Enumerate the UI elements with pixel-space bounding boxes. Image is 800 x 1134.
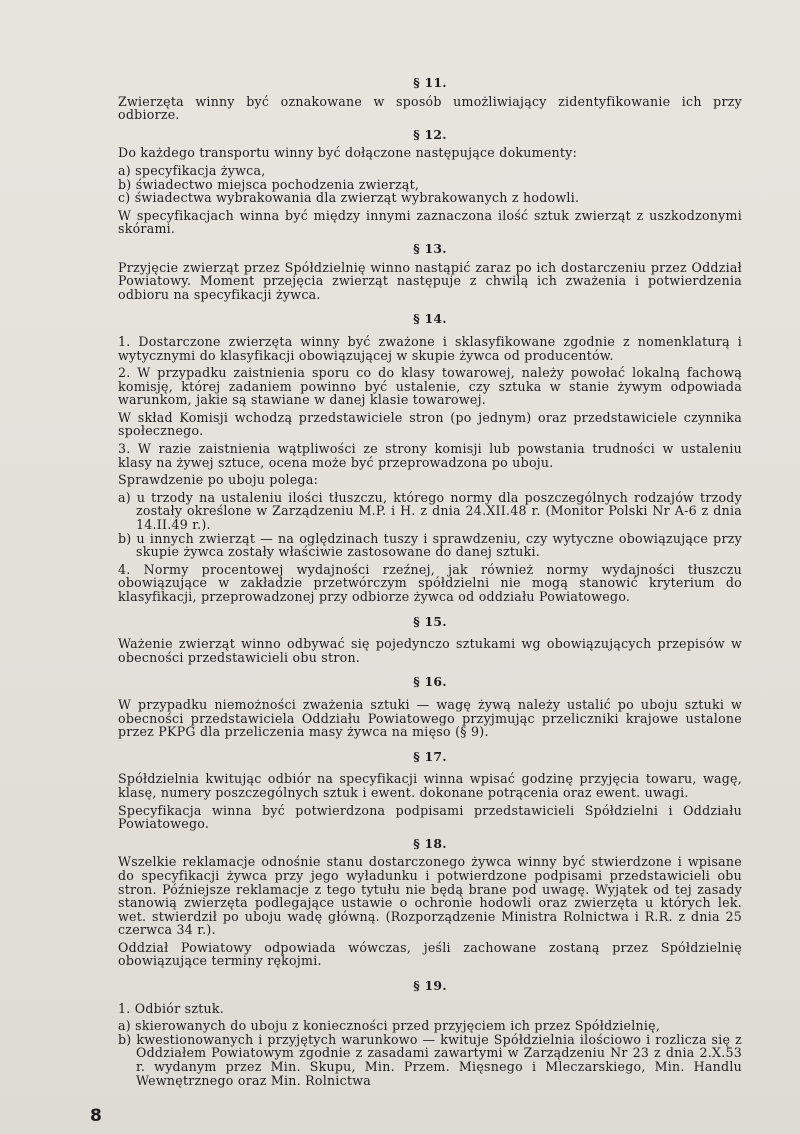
section-heading: § 18.	[413, 835, 447, 851]
document-body	[118, 70, 742, 1091]
paragraph: Wszelkie reklamacje odnośnie stanu dostarczonego żywca winny być stwierdzone i wpisane do specyfikacji żywca przy jego wyładunku i potwierdzone podpisami przedstawicieli obu stron. Późniejsze reklamacje z tego tytułu nie będą brane pod uwagę. Wyjątek od tej zasady stanowią zwierzęta podlegające ustawie o ochronie hodowli oraz zwierzęta u których lek. wet. stwierdził po uboju wadę główną. (Rozporządzenie Ministra Rolnictwa i R.R. z dnia 25 czerwca 34 r.).	[118, 854, 742, 938]
section-heading: § 12.	[413, 126, 447, 142]
section-heading: § 16.	[413, 674, 447, 690]
list-item: b) świadectwo miejsca pochodzenia zwierząt,	[118, 176, 420, 192]
paragraph: Do każdego transportu winny być dołączone następujące dokumenty:	[118, 145, 578, 161]
list-item: b) kwestionowanych i przyjętych warunkowo — kwituje Spółdzielnia ilościowo i rozlicza się z Oddziałem Powiatowym zgodnie z zasadami zawartymi w Zarządzeniu Nr 23 z dnia 2.X.53 r. wydanym przez Min. Skupu, Min. Przem. Mięsnego i Mleczarskiego, Min. Handlu Wewnętrznego oraz Min. Rolnictwa	[118, 1031, 742, 1088]
paragraph: W skład Komisji wchodzą przedstawiciele stron (po jednym) oraz przedstawiciele czynnika społecznego.	[118, 409, 742, 439]
section-heading: § 19.	[413, 978, 447, 994]
item-list	[118, 1019, 742, 1087]
list-item: b) u innych zwierząt — na oględzinach tuszy i sprawdzeniu, czy wytyczne obowiązujące przy skupie żywca zostały właściwie zastosowane do danej sztuki.	[118, 530, 742, 560]
paragraph: 1. Odbiór sztuk.	[118, 1000, 225, 1016]
paragraph: 2. W przypadku zaistnienia sporu co do klasy towarowej, należy powołać lokalną fachową komisję, której zadaniem powinno być ustalenie, czy sztuka w stanie żywym odpowiada warunkom, jakie są stawiane w danej klasie towarowej.	[118, 365, 742, 408]
section-heading: § 11.	[413, 75, 447, 90]
paragraph: Sprawdzenie po uboju polega:	[118, 472, 319, 488]
item-list	[118, 491, 742, 559]
section-heading: § 14.	[413, 311, 447, 327]
paragraph: 3. W razie zaistnienia wątpliwości ze strony komisji lub powstania trudności w ustaleniu klasy na żywej sztuce, ocena może być przeprowadzona po uboju.	[118, 441, 742, 470]
item-list	[118, 164, 742, 205]
paragraph: Specyfikacja winna być potwierdzona podpisami przedstawicieli Spółdzielni i Oddziału Powiatowego.	[118, 802, 742, 832]
paragraph: Spółdzielnia kwitując odbiór na specyfikacji winna wpisać godzinę przyjęcia towaru, wagę, klasę, numery poszczególnych sztuk i ewent. dokonane potrącenia oraz ewent. uwagi.	[118, 771, 742, 800]
section-heading: § 13.	[413, 240, 447, 256]
page-number: 8	[90, 1106, 102, 1126]
list-item: c) świadectwa wybrakowania dla zwierząt wybrakowanych z hodowli.	[118, 190, 580, 206]
section-heading: § 17.	[413, 748, 447, 764]
paragraph: Ważenie zwierząt winno odbywać się pojedynczo sztukami wg obowiązujących przepisów w obecności przedstawicieli obu stron.	[118, 636, 742, 665]
paragraph: W specyfikacjach winna być między innymi zaznaczona ilość sztuk zwierząt z uszkodzonymi skórami.	[118, 207, 742, 237]
paragraph: Oddział Powiatowy odpowiada wówczas, jeśli zachowane zostaną przez Spółdzielnię obowiązujące terminy rękojmi.	[118, 939, 742, 969]
list-item: a) u trzody na ustaleniu ilości tłuszczu, którego normy dla poszczególnych rodzajów trzody zostały określone w Zarządzeniu M.P. i H. z dnia 24.XII.48 r. (Monitor Polski Nr A-6 z dnia 14.II.49 r.).	[118, 489, 742, 533]
paragraph: Zwierzęta winny być oznakowane w sposób umożliwiający zidentyfikowanie ich przy odbiorze.	[118, 93, 742, 123]
paragraph: Przyjęcie zwierząt przez Spółdzielnię winno nastąpić zaraz po ich dostarczeniu przez Oddział Powiatowy. Moment przejęcia zwierząt następuje z chwilą ich zważenia i potwierdzenia odbioru na specyfikacji żywca.	[118, 259, 742, 302]
paragraph: 4. Normy procentowej wydajności rzeźnej, jak również normy wydajności tłuszczu obowiązujące w zakładzie przetwórczym spółdzielni nie mogą stanowić kryterium do klasyfikacji, przeprowadzonej przy odbiorze żywca od oddziału Powiatowego.	[118, 561, 742, 604]
list-item: a) specyfikacja żywca,	[118, 162, 266, 178]
list-item: a) skierowanych do uboju z konieczności przed przyjęciem ich przez Spółdzielnię,	[118, 1018, 661, 1034]
paragraph: W przypadku niemożności zważenia sztuki — wagę żywą należy ustalić po uboju sztuki w obecności przedstawiciela Oddziału Powiatowego przyjmując przeliczniki krajowe ustalone przez PKPG dla przeliczenia masy żywca na mięso (§ 9).	[118, 696, 742, 740]
paragraph: 1. Dostarczone zwierzęta winny być zważone i sklasyfikowane zgodnie z nomenklaturą i wytycznymi do klasyfikacji obowiązującej w skupie żywca od producentów.	[118, 333, 742, 363]
section-heading: § 15.	[413, 613, 447, 629]
